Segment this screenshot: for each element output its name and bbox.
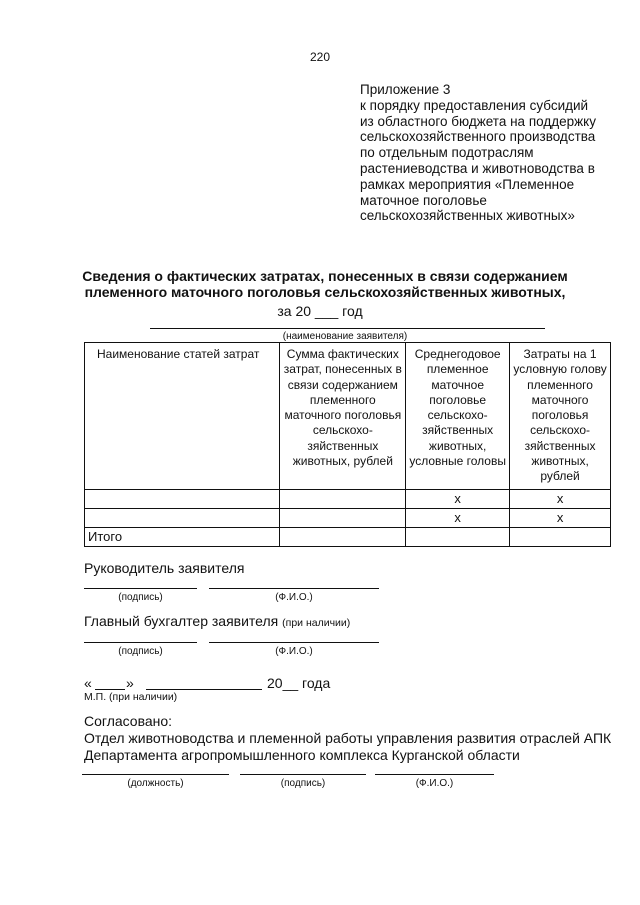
header-cost-per-head: Затраты на 1 условную голову племенного маточного поголовья сельскохо-зяйственных животных, рублей: [510, 343, 611, 490]
appendix-line: рамках мероприятия «Племенное: [360, 176, 575, 192]
applicant-name-line[interactable]: [150, 327, 545, 329]
costs-table: [84, 342, 611, 547]
head-signature-line[interactable]: [84, 587, 197, 589]
table-cell[interactable]: [85, 489, 280, 508]
document-title: [60, 268, 590, 300]
total-label: Итого: [85, 527, 280, 546]
appendix-line: маточное поголовье: [360, 192, 487, 208]
head-name-line[interactable]: [209, 587, 379, 589]
agreed-position-caption: (должность): [127, 778, 184, 789]
table-cell: x: [510, 489, 611, 508]
table-cell[interactable]: [280, 508, 406, 527]
table-cell: x: [406, 489, 510, 508]
appendix-line: по отдельным подотраслям: [360, 145, 534, 161]
head-label: Руководитель заявителя: [84, 560, 245, 576]
agreed-label: Согласовано:: [84, 713, 173, 729]
agreed-department-parent: Департамента агропромышленного комплекса Курганской области: [84, 747, 520, 763]
accountant-signature-line[interactable]: [84, 641, 197, 643]
head-sign-caption: (подпись): [118, 592, 163, 603]
applicant-caption: (наименование заявителя): [282, 331, 408, 342]
table-header-row: [85, 343, 611, 490]
table-cell[interactable]: [406, 527, 510, 546]
header-actual-costs: Сумма фактических затрат, понесенных в связи содержанием племенного маточного поголовья сельскохо-зяйственных животных, рублей: [280, 343, 406, 490]
header-average-livestock: Среднегодовое племенное маточное поголовье сельскохо-зяйственных животных, условные головы: [406, 343, 510, 490]
agreed-signature-line[interactable]: [240, 773, 366, 775]
appendix-line: растениеводства и животноводства в: [360, 160, 595, 176]
accountant-title: Главный бухгалтер заявителя: [84, 613, 279, 629]
date-month-line[interactable]: [146, 688, 262, 690]
table-cell[interactable]: [280, 527, 406, 546]
agreed-name-caption: (Ф.И.О.): [415, 778, 454, 789]
appendix-line: из областного бюджета на поддержку: [360, 113, 596, 129]
appendix-header: [360, 82, 610, 224]
agreed-department: Отдел животноводства и племенной работы управления развития отраслей АПК: [84, 730, 612, 746]
appendix-line: сельскохозяйственных животных»: [360, 208, 575, 224]
header-cost-items: Наименование статей затрат: [85, 343, 280, 490]
report-year: за 20 ___ год: [277, 303, 363, 319]
accountant-name-line[interactable]: [209, 641, 379, 643]
page-number: 220: [309, 50, 331, 64]
appendix-line: к порядку предоставления субсидий: [360, 97, 589, 113]
table-row: [85, 489, 611, 508]
table-cell[interactable]: [85, 508, 280, 527]
table-cell: x: [510, 508, 611, 527]
date-day-line[interactable]: [95, 688, 125, 690]
accountant-label: [84, 613, 350, 629]
table-row: [85, 508, 611, 527]
appendix-title: Приложение 3: [360, 82, 451, 97]
appendix-line: сельскохозяйственного производства: [360, 129, 596, 145]
agreed-sign-caption: (подпись): [280, 778, 326, 789]
title-line: племенного маточного поголовья сельскохозяйственных животных,: [84, 284, 566, 300]
accountant-sign-caption: (подпись): [118, 646, 163, 657]
title-line: Сведения о фактических затратах, понесенных в связи содержанием: [82, 268, 568, 284]
table-cell[interactable]: [280, 489, 406, 508]
agreed-position-line[interactable]: [82, 773, 229, 775]
table-cell[interactable]: [510, 527, 611, 546]
stamp-note: М.П. (при наличии): [84, 691, 178, 703]
table-total-row: [85, 527, 611, 546]
head-name-caption: (Ф.И.О.): [275, 592, 313, 603]
date-year: 20__ года: [267, 675, 331, 691]
agreed-name-line[interactable]: [375, 773, 494, 775]
accountant-name-caption: (Ф.И.О.): [275, 646, 313, 657]
table-cell: x: [406, 508, 510, 527]
date-close-quote: »: [126, 675, 134, 691]
date-open-quote: «: [84, 675, 92, 691]
accountant-note: (при наличии): [282, 617, 351, 629]
